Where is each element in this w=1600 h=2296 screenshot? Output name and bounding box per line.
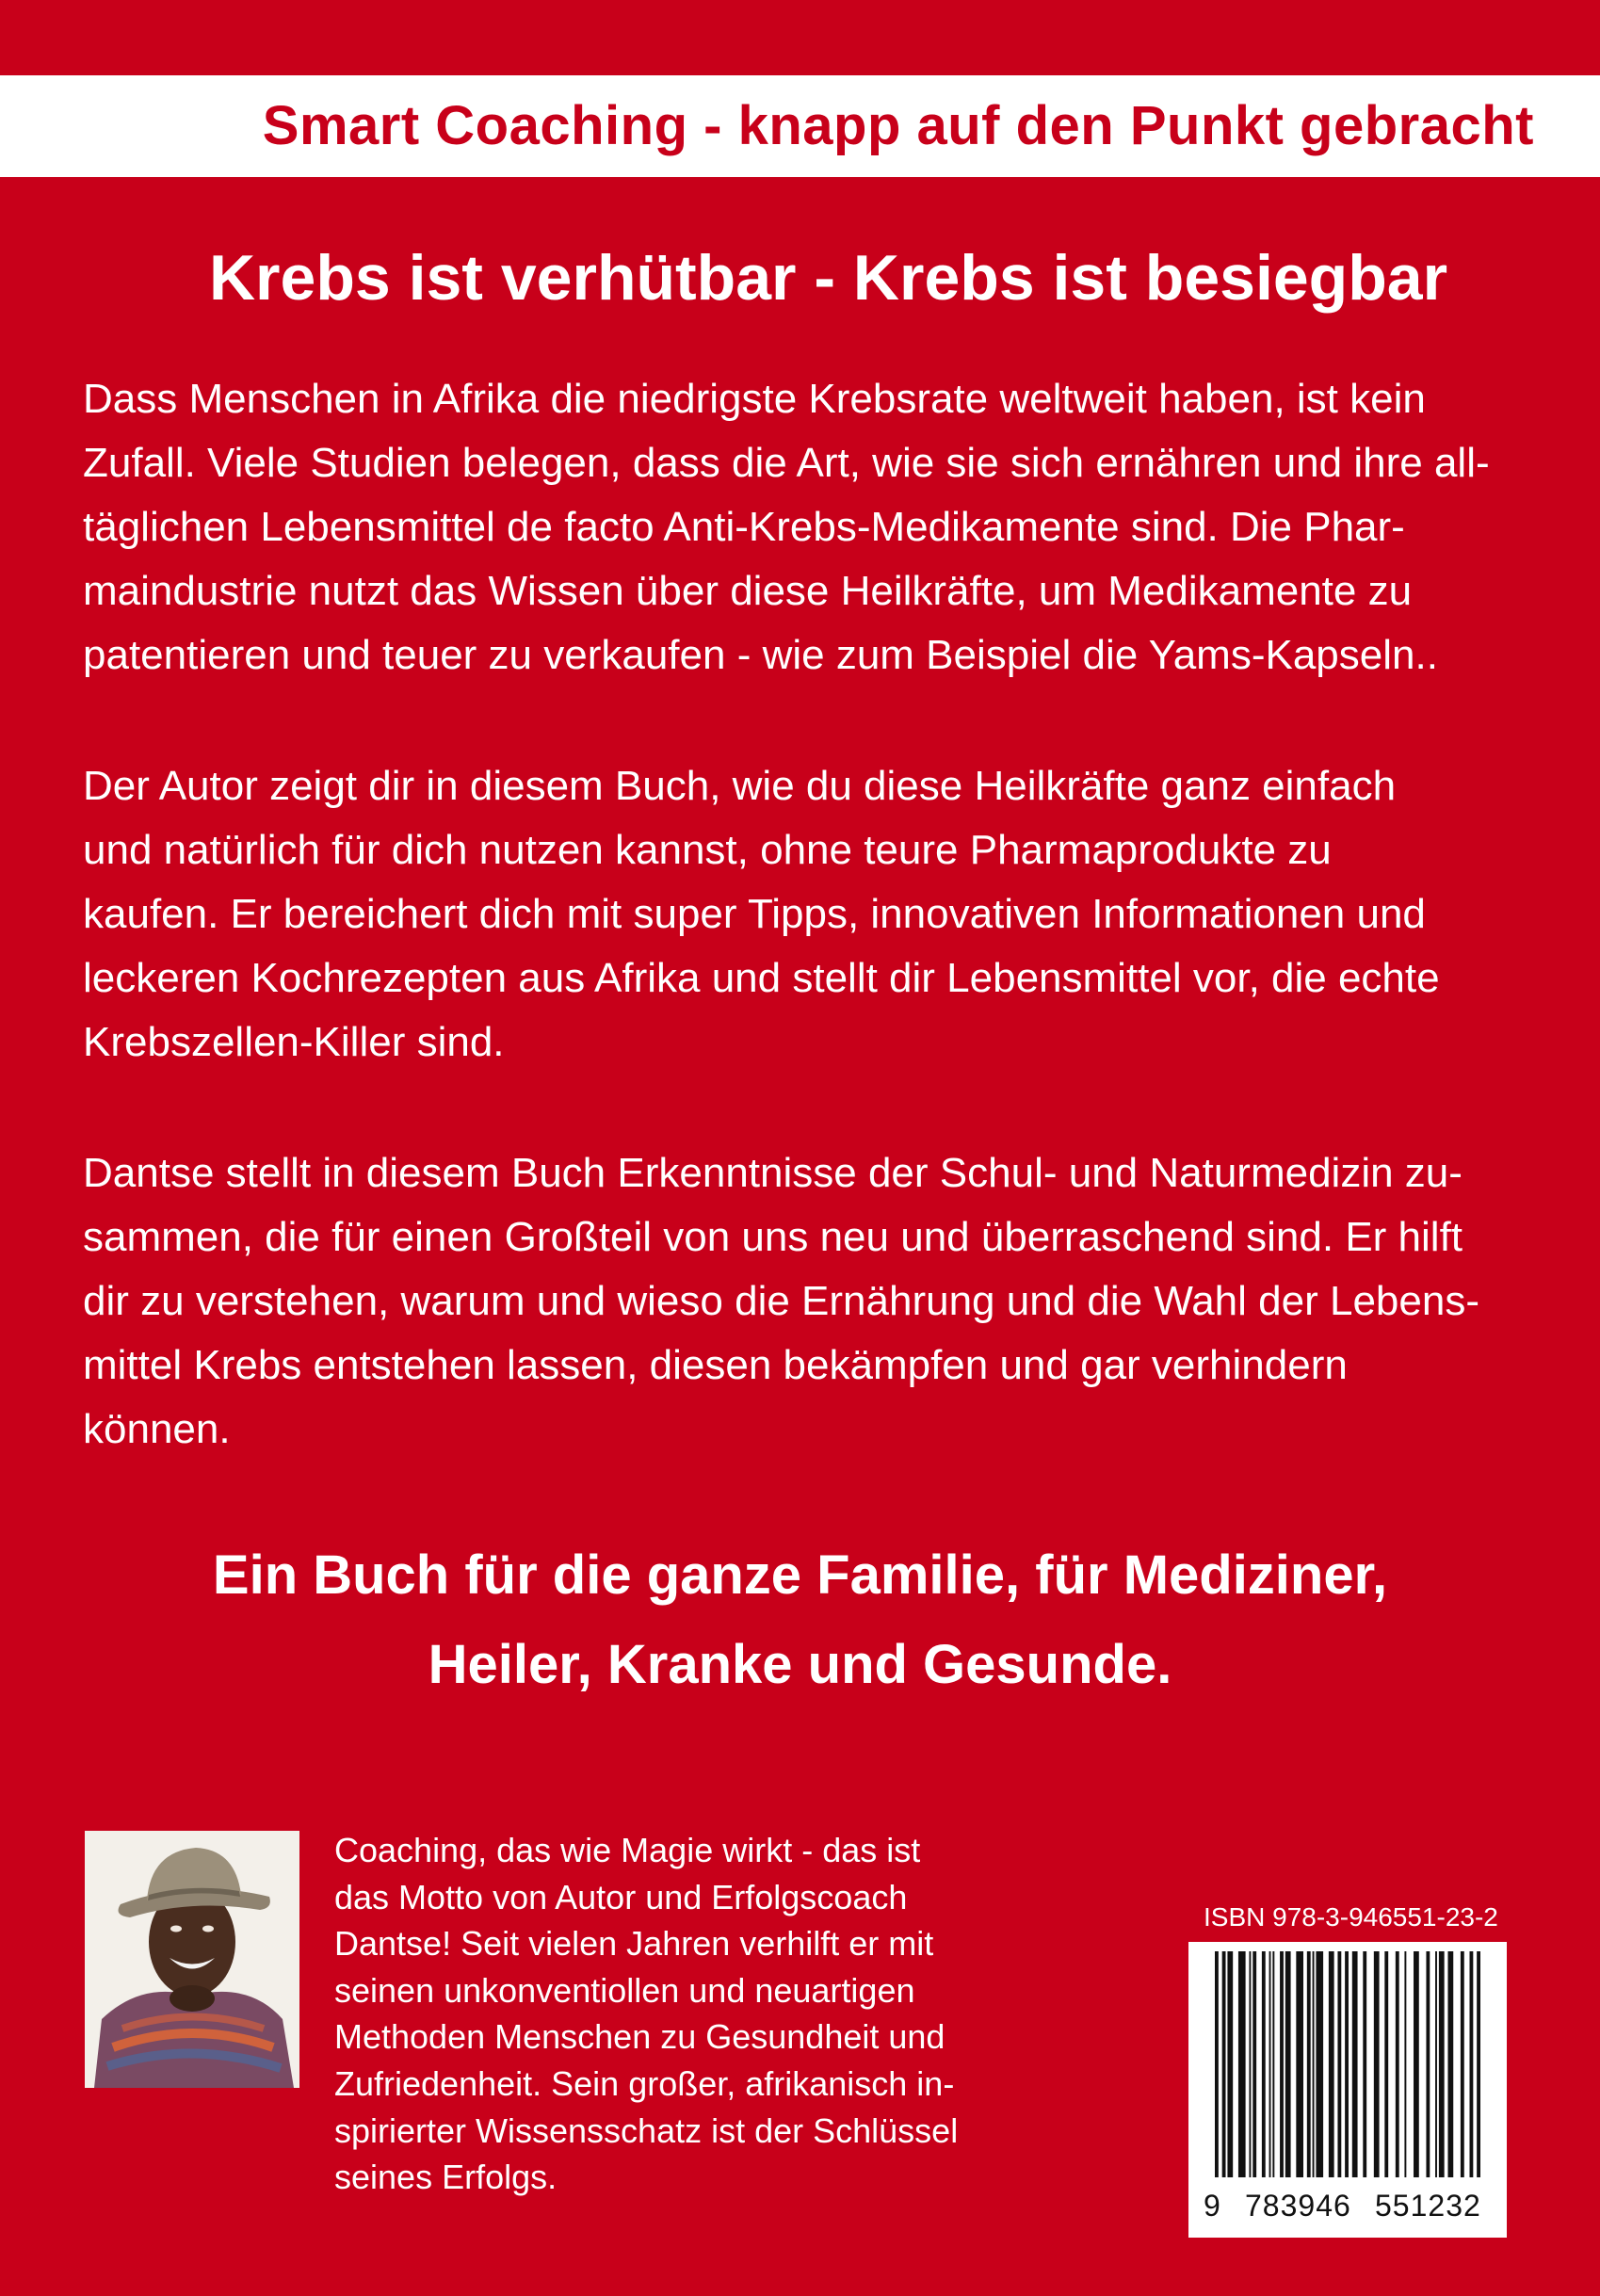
headline: Krebs ist verhütbar - Krebs ist besiegbar (208, 242, 1448, 314)
description-paragraph-3: Dantse stellt in diesem Buch Erkenntnisse der Schul- und Naturmedizin zu- sammen, die für einen Großteil von uns neu und überraschend sind. Er hilft dir zu verstehen, warum und wieso die Ernährung und die Wahl der Lebens- mittel Krebs entstehen lassen, diesen bekämpfen und gar verhindern können. (83, 1150, 1479, 1452)
barcode-bar (1384, 1951, 1388, 2177)
top-banner (0, 75, 1600, 177)
barcode-left-group: 783946 (1245, 2189, 1351, 2223)
barcode-bar (1227, 1951, 1233, 2177)
barcode-bar (1435, 1951, 1437, 2177)
barcode-bar (1313, 1951, 1315, 2177)
barcode-bar (1461, 1951, 1464, 2177)
barcode-bar (1280, 1951, 1284, 2177)
series-title: Smart Coaching - knapp auf den Punkt gebracht (262, 95, 1534, 156)
barcode-bar (1269, 1951, 1271, 2177)
barcode-bar (1363, 1951, 1366, 2177)
barcode-first-digit: 9 (1204, 2189, 1220, 2223)
barcode-bar (1222, 1951, 1226, 2177)
barcode-bar (1262, 1951, 1266, 2177)
author-portrait-icon (85, 1831, 299, 2088)
description-body (83, 367, 1538, 1528)
barcode-bar (1426, 1951, 1430, 2177)
barcode-bar (1329, 1951, 1334, 2177)
isbn-label: ISBN 978-3-946551-23-2 (1204, 1902, 1498, 1932)
barcode-bar (1215, 1951, 1219, 2177)
barcode-bar (1316, 1951, 1323, 2177)
barcode-bar (1374, 1951, 1380, 2177)
barcode-bar (1253, 1951, 1256, 2177)
barcode-right-group: 551232 (1375, 2189, 1481, 2223)
description-paragraph-2: Der Autor zeigt dir in diesem Buch, wie du diese Heilkräfte ganz einfach und natürlich für dich nutzen kannst, ohne teure Pharmaprodukte zu kaufen. Er bereichert dich mit super Tipps, innovativen Informationen und leckeren Kochrezepten aus Afrika und stellt dir Lebensmittel vor, die echte Krebszellen-Killer sind. (83, 763, 1440, 1065)
barcode-bar (1307, 1951, 1311, 2177)
barcode-bar (1285, 1951, 1291, 2177)
barcode-bar (1249, 1951, 1251, 2177)
author-photo (85, 1831, 299, 2088)
author-bio: Coaching, das wie Magie wirkt - das ist das Motto von Autor und Erfolgscoach Dantse! Seit vielen Jahren verhilft er mit seinen unkonventiollen und neuartigen Methoden Menschen zu Gesundheit und Zufriedenheit. Sein großer, afrikanisch in- spirierter Wissensschatz ist der Schlüssel seines Erfolgs. (334, 1831, 959, 2197)
barcode-bar (1352, 1951, 1358, 2177)
barcode-bar (1272, 1951, 1274, 2177)
barcode-bar (1296, 1951, 1303, 2177)
barcode-bar (1447, 1951, 1453, 2177)
barcode (1188, 1942, 1507, 2238)
barcode-bar (1345, 1951, 1349, 2177)
description-paragraph-1: Dass Menschen in Afrika die niedrigste Krebsrate weltweit haben, ist kein Zufall. Viele Studien belegen, dass die Art, wie sie sich ernähren und ihre all- täglichen Lebensmittel de facto Anti-Krebs-Medikamente sind. Die Phar- maindustrie nutzt das Wissen über diese Heilkräfte, um Medikamente zu patentieren und teuer zu verkaufen - wie zum Beispiel die Yams-Kapseln.. (83, 376, 1490, 678)
barcode-bar (1414, 1951, 1419, 2177)
barcode-bar (1238, 1951, 1246, 2177)
barcode-bar (1439, 1951, 1445, 2177)
barcode-bar (1477, 1951, 1480, 2177)
barcode-bar (1404, 1951, 1406, 2177)
barcode-digits (1188, 2187, 1507, 2224)
barcode-bars (1188, 1951, 1507, 2196)
barcode-bar (1396, 1951, 1399, 2177)
tagline: Ein Buch für die ganze Familie, für Mediziner, Heiler, Kranke und Gesunde. (212, 1544, 1388, 1695)
barcode-bar (1469, 1951, 1473, 2177)
barcode-bar (1337, 1951, 1341, 2177)
